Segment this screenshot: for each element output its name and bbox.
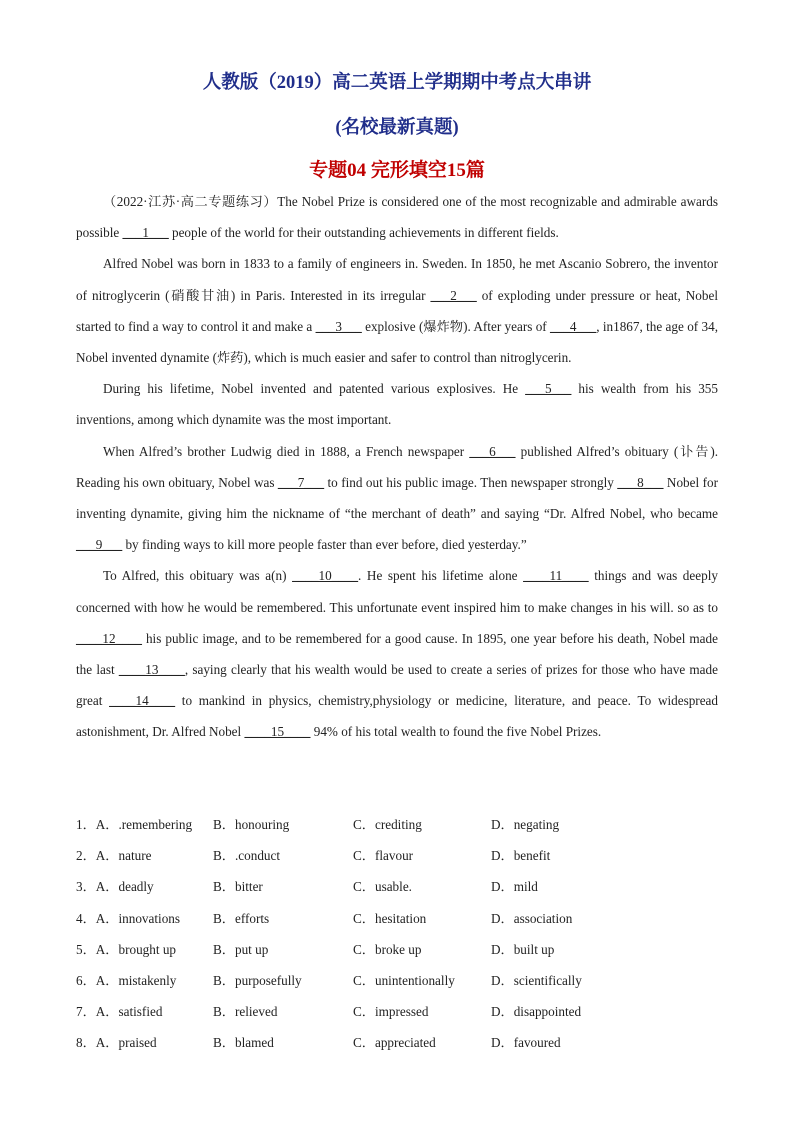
blank-3: ___3___ [315,318,362,334]
question-8-options [76,1027,718,1058]
blank-15: ____15____ [244,724,311,740]
option-4b: B．efforts [213,910,270,926]
option-7a: 7．A．satisfied [76,1004,163,1020]
option-6a: 6．A．mistakenly [76,972,177,988]
option-6c: C．unintentionally [353,972,455,988]
question-7-options [76,996,718,1027]
paragraph-4: When Alfred’s brother Ludwig died in 1888, a French newspaper ___6___ published Alfred’s obituary (讣告). Reading his own obituary, Nobel was ___7___ to find out his public image. Then newspaper strongly ___8___ Nobel for inventing dynamite, giving him the nickname of “the merchant of death” and saying “Dr. Alfred Nobel, who became ___9___ by finding ways to kill more people faster than ever before, died yesterday.” [76,443,719,553]
option-5d: D．built up [491,941,555,957]
option-5b: B．put up [213,941,269,957]
paragraph-2: Alfred Nobel was born in 1833 to a family of engineers in. Sweden. In 1850, he met Ascanio Sobrero, the inventor of nitroglycerin (硝酸甘油) in Paris. Interested in its irregular ___2___ of exploding under pressure or heat, Nobel started to find a way to control it and make a ___3___ explosive (爆炸物). After years of ___4___, in1867, the age of 34, Nobel invented dynamite (炸药), which is much easier and safer to control than nitroglycerin. [76,256,719,366]
option-4a: 4．A．innovations [76,910,181,926]
blank-12: ____12____ [76,630,142,646]
blank-5: ___5___ [525,381,572,397]
option-3a: 3．A．deadly [76,879,154,895]
document-subtitle: (名校最新真题) [335,118,459,138]
option-1c: C．crediting [353,817,422,832]
option-8d: D．favoured [491,1035,561,1051]
blank-2: ___2___ [430,287,477,303]
source-note: （2022·江苏·高二专题练习） [103,194,278,209]
option-2c: C．flavour [353,848,414,864]
option-7d: D．disappointed [491,1004,582,1020]
option-8a: 8．A．praised [76,1035,157,1051]
option-6b: B．purposefully [213,972,302,988]
option-3c: C．usable. [353,879,412,895]
option-6d: D．scientifically [491,972,582,988]
question-5-options [76,934,718,965]
option-7b: B．relieved [213,1004,278,1020]
blank-4: ___4___ [550,318,597,334]
option-4d: D．association [491,910,573,926]
blank-9: ___9___ [76,537,123,553]
paragraph-5: To Alfred, this obituary was a(n) ____10____. He spent his lifetime alone ____11____ things and was deeply concerned with how he would be remembered. This unfortunate event inspired him to make changes in his will. so as to ____12____ his public image, and to be remembered for a good cause. In 1895, one year before his death, Nobel made the last ____13____, saying clearly that his wealth would be used to create a series of prizes for those who have made great ____14____ to mankind in physics, chemistry,physiology or medicine, literature, and peace. To widespread astonishment, Dr. Alfred Nobel ____15____ 94% of his total wealth to found the five Nobel Prizes. [76,568,718,740]
topic-title: 专题04 完形填空15篇 [309,160,485,181]
option-8b: B．blamed [213,1035,274,1051]
blank-8: ___8___ [617,474,664,490]
option-3d: D．mild [491,879,538,895]
blank-14: ____14____ [109,693,176,709]
blank-6: ___6___ [469,443,516,459]
blank-10: ____10____ [292,568,359,584]
question-6-options [76,965,718,996]
question-2-options [76,840,718,871]
question-1-options [76,809,718,840]
option-5a: 5．A．brought up [76,941,177,957]
option-5c: C．broke up [353,941,422,957]
option-8c: C．appreciated [353,1035,436,1051]
option-2b: B．.conduct [213,848,281,864]
option-2d: D．benefit [491,848,551,864]
option-1b: B．honouring [213,817,290,832]
blank-7: ___7___ [277,474,325,490]
cloze-passage [76,186,718,748]
document-title: 人教版（2019）高二英语上学期期中考点大串讲 [202,73,592,93]
paragraph-1: （2022·江苏·高二专题练习）The Nobel Prize is considered one of the most recognizable and admirable awards possible ___1___ people of the world for their outstanding achievements in different fields. [76,194,718,241]
blank-13: ____13____ [118,662,185,678]
blank-11: ____11____ [523,568,589,584]
answer-options [76,809,718,1059]
option-1d: D．negating [491,817,560,832]
blank-1: ___1___ [122,225,169,241]
option-7c: C．impressed [353,1004,429,1020]
paragraph-3: During his lifetime, Nobel invented and patented various explosives. He ___5___ his wealth from his 355 inventions, among which dynamite was the most important. [76,381,718,428]
option-3b: B．bitter [213,879,263,895]
option-1a: 1．A．.remembering [76,817,193,832]
option-2a: 2．A．nature [76,848,152,864]
option-4c: C．hesitation [353,910,427,926]
question-3-options [76,871,718,902]
question-4-options [76,903,718,934]
